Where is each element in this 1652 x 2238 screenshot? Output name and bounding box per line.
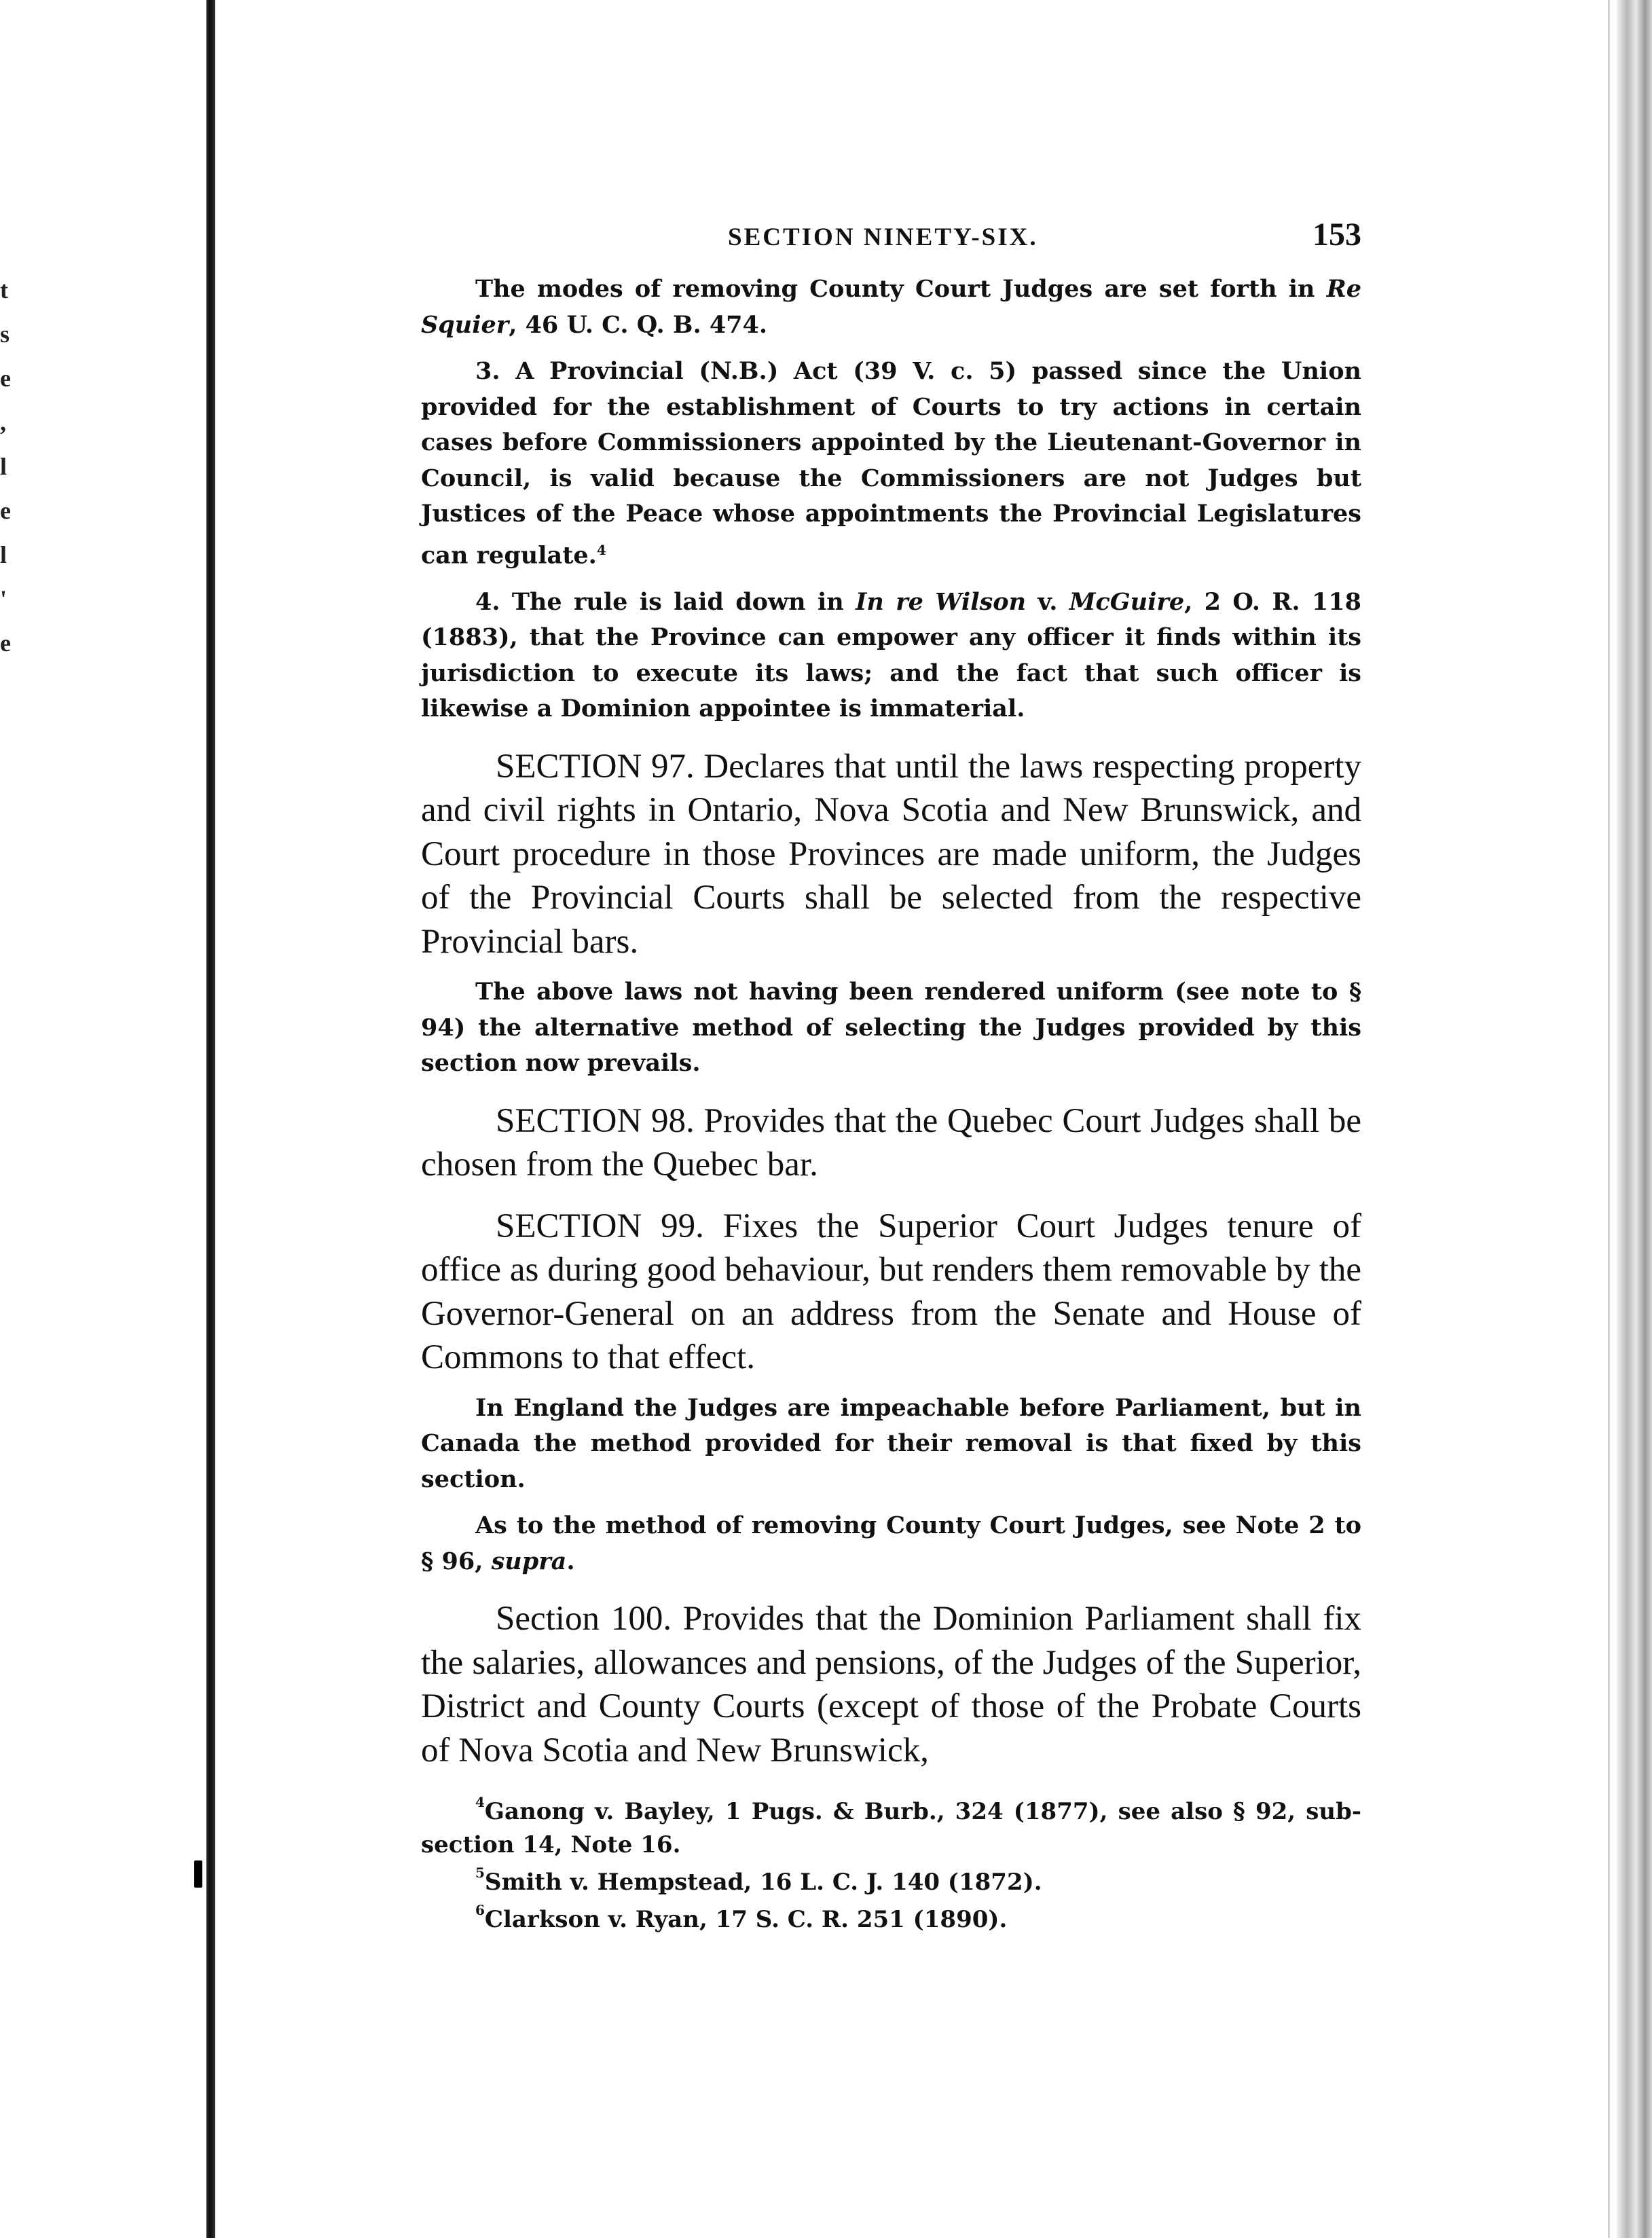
footnote (421, 1903, 1361, 1937)
fragment: e (0, 497, 11, 524)
footnote-mark: 6 (475, 1902, 485, 1919)
section-99-note: In England the Judges are impeachable before Parliament, but in Canada the method provided for their removal is that fixed by this section. (421, 1393, 1361, 1493)
page-number: 153 (1313, 217, 1361, 253)
fragment: l (0, 541, 7, 568)
section-99: SECTION 99. Fixes the Superior Court Judges tenure of office as during good behaviour, but renders them removable by the Governor-General on an address from the Senate and House of Commons to that effect. (421, 1207, 1361, 1377)
case-name: Re Squier (421, 275, 1361, 339)
section-97-note: The above laws not having been rendered uniform (see note to § 94) the alternative method of selecting the Judges provided by this section now prevails. (421, 978, 1361, 1078)
text: supra (491, 1547, 567, 1575)
note-paragraph (421, 354, 1361, 574)
footnote-text: Smith v. Hempstead, 16 L. C. J. 140 (1872). (484, 1869, 1042, 1896)
fragment: t (0, 276, 8, 304)
text: 3. A Provincial (N.B.) Act (39 V. c. 5) passed since the Union provided for the establishment of Courts to try actions in certain cases before Commissioners appointed by the Lieutenant-Governor in Council, is valid because the Commissioners are not Judges but Justices of the Peace whose appointments the Provincial Legislatures can regulate. (421, 357, 1361, 570)
text: 4. The rule is laid down in (475, 587, 856, 616)
text: v. (1026, 587, 1069, 616)
fragment: ' (0, 585, 7, 612)
footnote-text: Ganong v. Bayley, 1 Pugs. & Burb., 324 (1877), see also § 92, sub-section 14, Note 16. (421, 1798, 1361, 1859)
fragment: , (0, 409, 6, 436)
footnote (421, 1866, 1361, 1899)
text: As to the method of removing County Court Judges, see Note 2 to § 96, (421, 1511, 1361, 1575)
section-100: Section 100. Provides that the Dominion Parliament shall fix the salaries, allowances and pensions, of the Judges of the Superior, District and County Courts (except of those of the Probate Courts of Nova Scotia and New Brunswick, (421, 1600, 1361, 1769)
binding-gutter (206, 0, 215, 2238)
note-paragraph (421, 272, 1361, 343)
facing-page-fragments (0, 268, 27, 665)
fragment: e (0, 629, 11, 657)
fragment: l (0, 453, 7, 480)
fragment: e (0, 365, 11, 392)
case-name: McGuire (1069, 587, 1185, 616)
footnote-text: Clarkson v. Ryan, 17 S. C. R. 251 (1890). (484, 1906, 1008, 1934)
section-97: SECTION 97. Declares that until the laws respecting property and civil rights in Ontario, Nova Scotia and New Brunswick, and Court procedure in those Provinces are made uniform, the Judges of the Provincial Courts shall be selected from the respective Provincial bars. (421, 747, 1361, 961)
text: , 46 U. C. Q. B. 474. (509, 310, 768, 339)
footnote-mark: 4 (475, 1794, 485, 1811)
footnote (421, 1795, 1361, 1862)
fragment: s (0, 320, 10, 348)
case-name: In re Wilson (856, 587, 1027, 616)
text: , 2 O. R. 118 (1883), that the Province can empower any officer it finds within its jurisdiction to execute its laws; and the fact that such officer is likewise a Dominion appointee is immaterial. (421, 587, 1361, 723)
footnotes (421, 1795, 1361, 1937)
note-paragraph (421, 585, 1361, 727)
section-98: SECTION 98. Provides that the Quebec Court Judges shall be chosen from the Quebec bar. (421, 1101, 1361, 1184)
page-edge-line (1608, 0, 1610, 2238)
binding-mark (194, 1860, 202, 1888)
text: The modes of removing County Court Judges are set forth in (475, 275, 1327, 303)
page-edge (1617, 0, 1652, 2238)
page-header (421, 210, 1361, 272)
text: . (566, 1547, 575, 1575)
footnote-mark: 5 (475, 1865, 485, 1882)
running-head: SECTION NINETY-SIX. (728, 223, 1038, 251)
page-body (421, 210, 1361, 1941)
footnote-ref: 4 (596, 541, 606, 558)
section-99-note (421, 1508, 1361, 1579)
